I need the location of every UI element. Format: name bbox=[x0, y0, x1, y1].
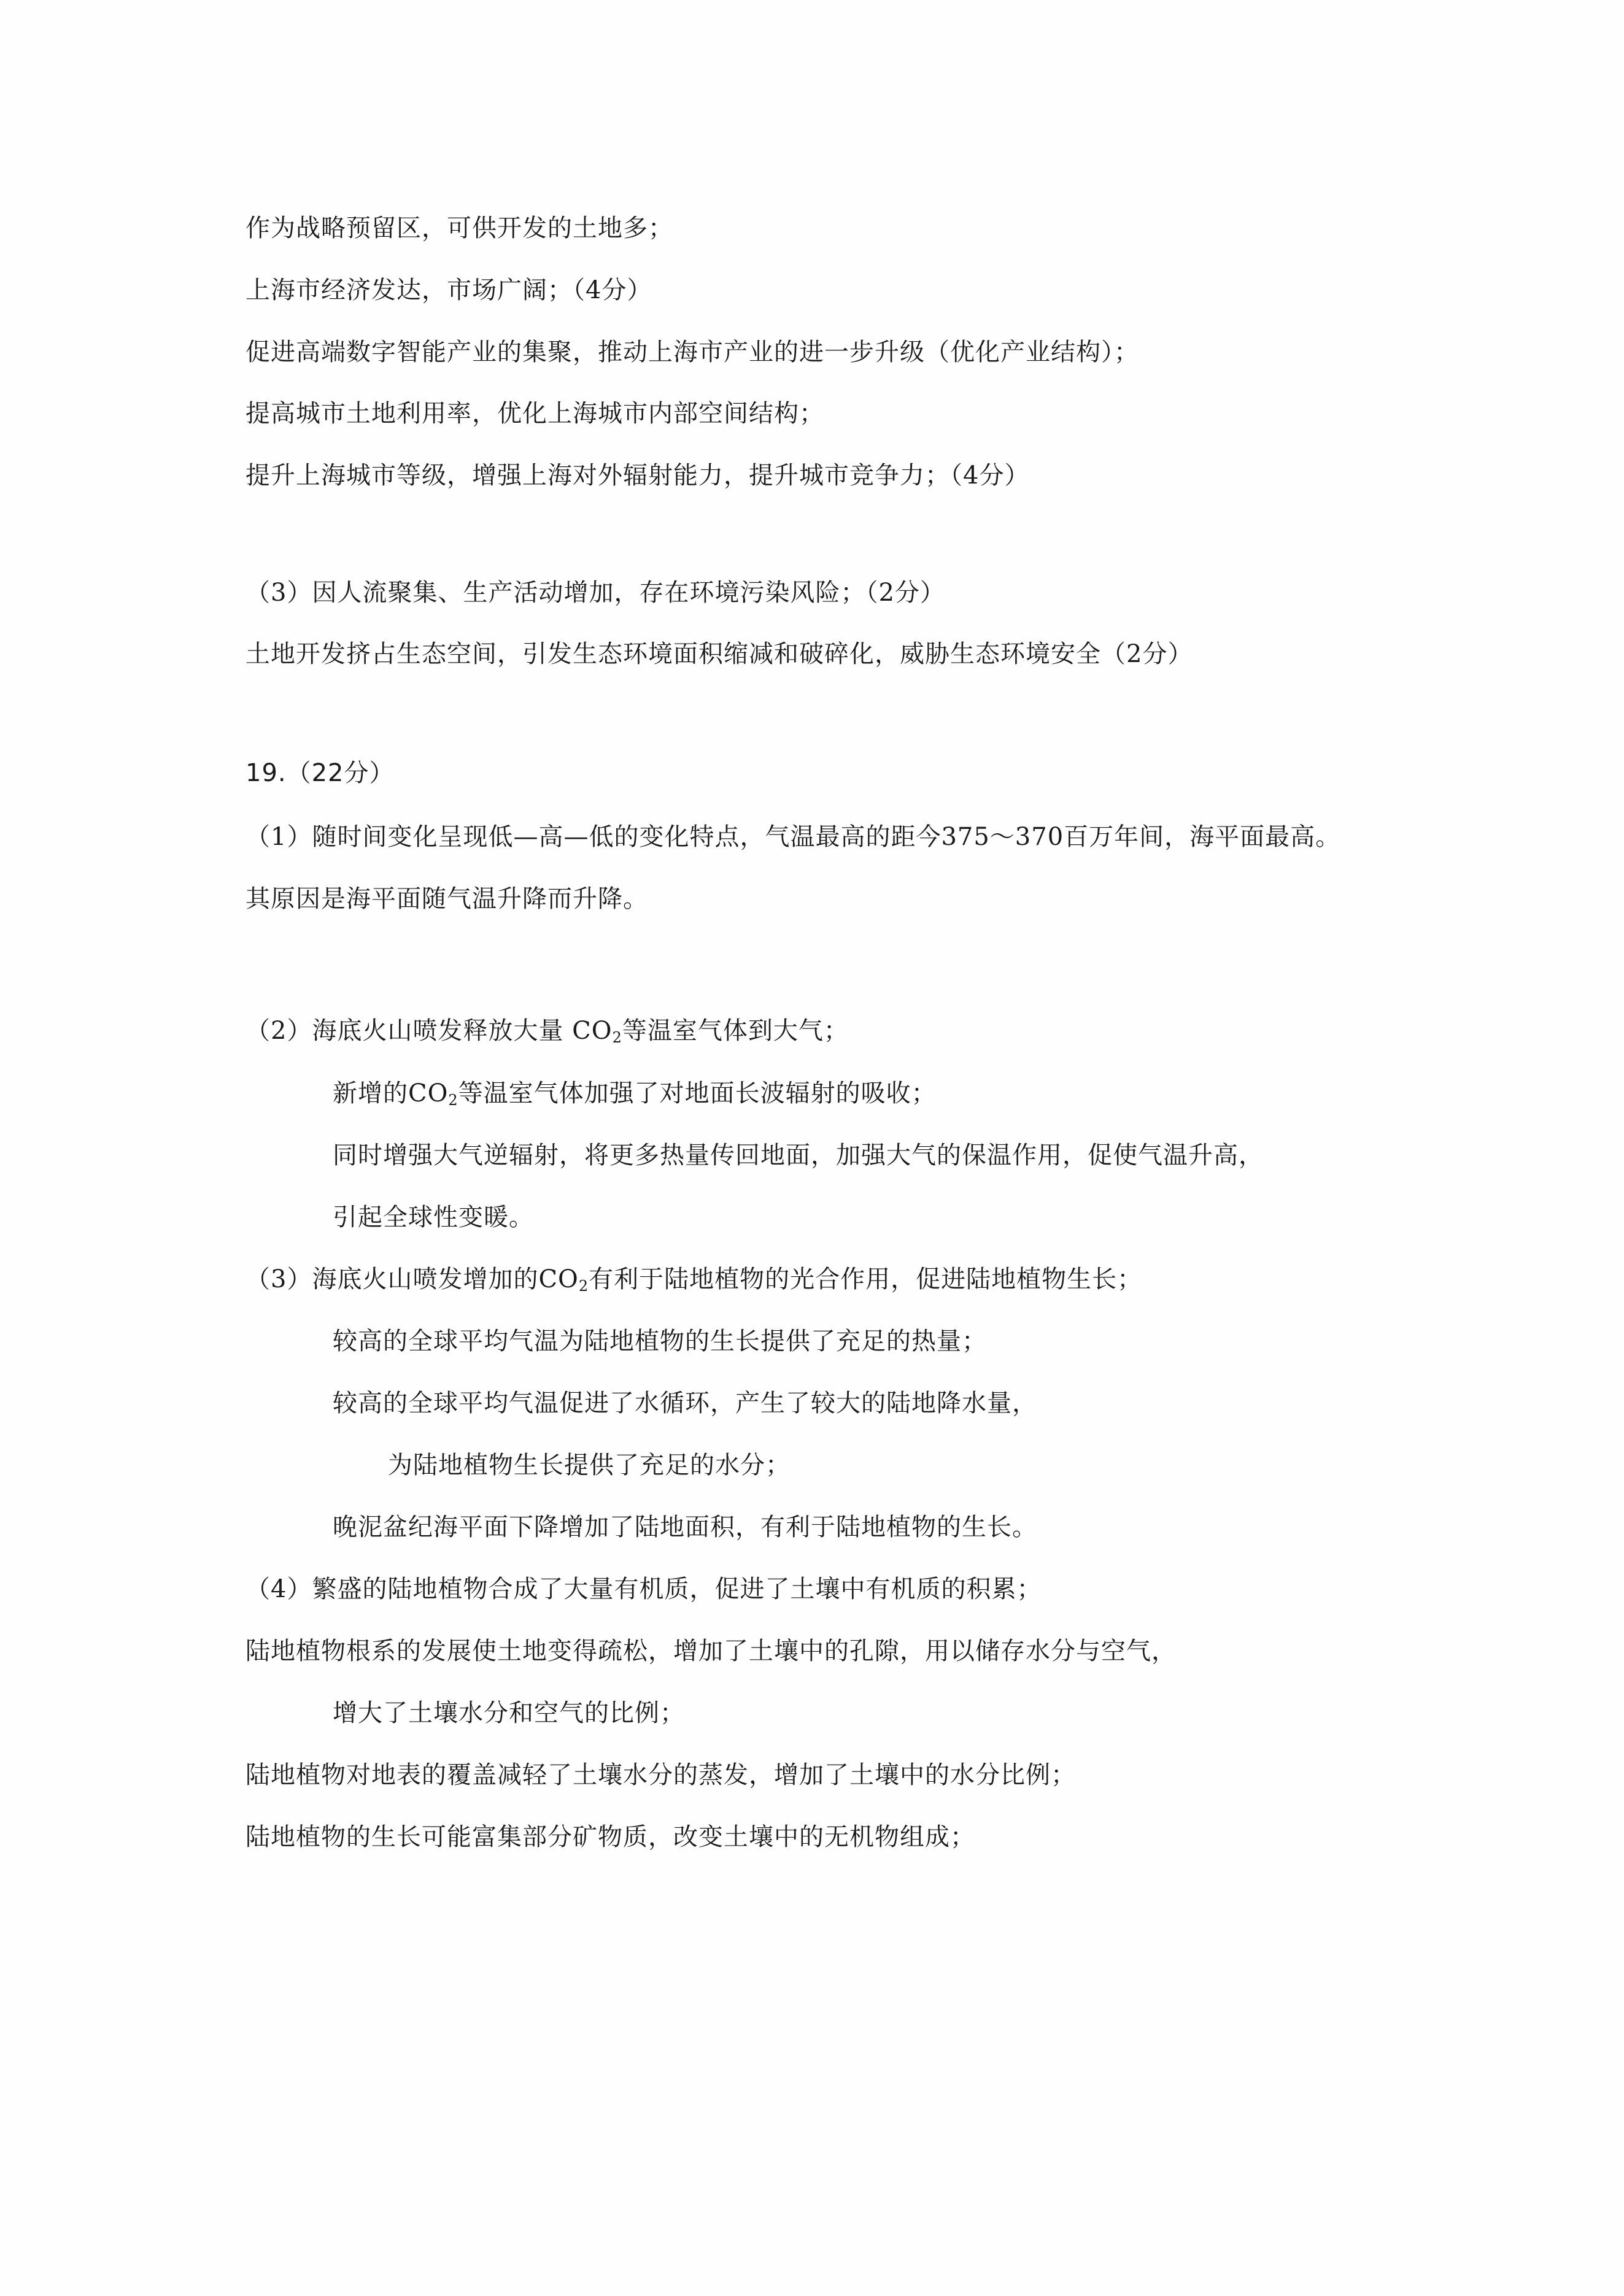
answer-line bbox=[333, 1075, 937, 1119]
text-part: 有利于陆地植物的光合作用，促进陆地植物生长； bbox=[589, 1265, 1143, 1293]
answer-line: 同时增强大气逆辐射，将更多热量传回地面，加强大气的保温作用，促使气温升高， bbox=[333, 1141, 1264, 1169]
text-part: 等温室气体加强了对地面长波辐射的吸收； bbox=[458, 1079, 937, 1108]
answer-line: 土地开发挤占生态空间，引发生态环境面积缩减和破碎化，威胁生态环境安全（2分） bbox=[246, 640, 1193, 668]
subscript: 2 bbox=[578, 1277, 589, 1295]
answer-line: （3）因人流聚集、生产活动增加，存在环境污染风险；（2分） bbox=[246, 579, 945, 607]
answer-line: 陆地植物根系的发展使土地变得疏松，增加了土壤中的孔隙，用以储存水分与空气， bbox=[246, 1637, 1177, 1665]
text-part: （2）海底火山喷发释放大量 CO bbox=[246, 1017, 613, 1045]
answer-line: 增大了土壤水分和空气的比例； bbox=[333, 1699, 685, 1727]
answer-line: 较高的全球平均气温促进了水循环，产生了较大的陆地降水量， bbox=[333, 1389, 1037, 1417]
answer-line: 上海市经济发达，市场广阔；（4分） bbox=[246, 276, 652, 304]
text-part: 新增的CO bbox=[333, 1079, 449, 1108]
answer-line bbox=[246, 1012, 849, 1056]
subscript: 2 bbox=[448, 1092, 458, 1109]
answer-line: 提升上海城市等级，增强上海对外辐射能力，提升城市竞争力；（4分） bbox=[246, 461, 1030, 490]
answer-line: （1）随时间变化呈现低—高—低的变化特点，气温最高的距今375～370百万年间，海平面最高。 bbox=[246, 823, 1341, 851]
answer-line: 陆地植物的生长可能富集部分矿物质，改变土壤中的无机物组成； bbox=[246, 1823, 975, 1851]
text-part: 等温室气体到大气； bbox=[622, 1017, 849, 1045]
answer-line: （4）繁盛的陆地植物合成了大量有机质，促进了土壤中有机质的积累； bbox=[246, 1575, 1042, 1603]
answer-line: 引起全球性变暖。 bbox=[333, 1203, 534, 1231]
subscript: 2 bbox=[612, 1029, 622, 1046]
answer-line: 作为战略预留区，可供开发的土地多； bbox=[246, 214, 673, 242]
answer-line bbox=[246, 1261, 1142, 1304]
answer-line: 其原因是海平面随气温升降而升降。 bbox=[246, 885, 648, 913]
answer-line: 提高城市土地利用率，优化上海城市内部空间结构； bbox=[246, 399, 824, 428]
answer-line: 晚泥盆纪海平面下降增加了陆地面积，有利于陆地植物的生长。 bbox=[333, 1513, 1037, 1541]
question-heading: 19.（22分） bbox=[246, 759, 395, 787]
answer-line: 为陆地植物生长提供了充足的水分； bbox=[388, 1451, 791, 1479]
answer-line: 促进高端数字智能产业的集聚，推动上海市产业的进一步升级（优化产业结构）； bbox=[246, 338, 1139, 366]
text-part: （3）海底火山喷发增加的CO bbox=[246, 1265, 579, 1293]
answer-line: 较高的全球平均气温为陆地植物的生长提供了充足的热量； bbox=[333, 1327, 987, 1355]
answer-line: 陆地植物对地表的覆盖减轻了土壤水分的蒸发，增加了土壤中的水分比例； bbox=[246, 1761, 1076, 1789]
